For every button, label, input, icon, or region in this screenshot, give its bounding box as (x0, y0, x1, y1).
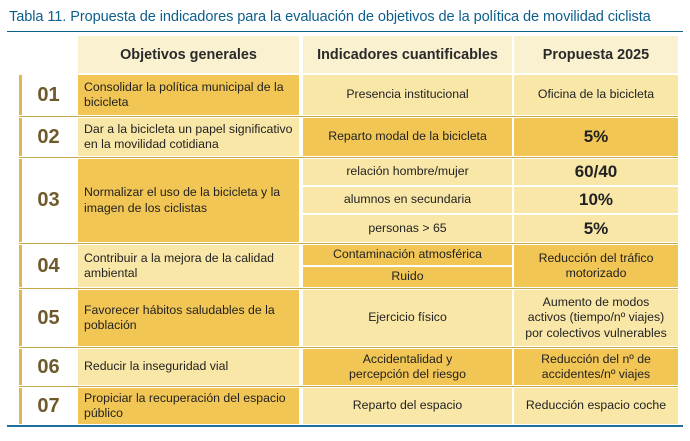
indicator-cell: Contaminación atmosférica (303, 245, 512, 265)
indicator-cell: alumnos en secundaria (303, 187, 512, 213)
indicator-cell: Ejercicio físico (303, 290, 512, 346)
indicator-cell: Presencia institucional (303, 75, 512, 115)
objective-cell: Dar a la bicicleta un papel significativo en la movilidad cotidiana (78, 118, 299, 156)
objective-cell: Favorecer hábitos saludables de la población (78, 290, 299, 346)
table-title: Tabla 11. Propuesta de indicadores para la evaluación de objetivos de la política de movilidad ciclista (9, 9, 651, 25)
row-divider (19, 288, 678, 289)
proposal-cell: Reducción del tráfico motorizado (514, 245, 678, 287)
indicator-cell: relación hombre/mujer (303, 159, 512, 185)
title-rule (7, 31, 683, 32)
row-number: 06 (19, 349, 75, 385)
proposal-cell: 60/40 (514, 159, 678, 185)
row-number: 04 (19, 245, 75, 287)
indicator-cell: Ruido (303, 267, 512, 287)
indicator-cell: Accidentalidad y percepción del riesgo (303, 349, 512, 385)
proposal-cell: 10% (514, 187, 678, 213)
proposal-cell: 5% (514, 215, 678, 242)
row-number: 01 (19, 75, 75, 115)
header-indicadores: Indicadores cuantificables (303, 36, 512, 73)
proposal-cell: Oficina de la bicicleta (514, 75, 678, 115)
proposal-cell: Reducción del nº de accidentes/nº viajes (514, 349, 678, 385)
objective-cell: Normalizar el uso de la bicicleta y la imagen de los ciclistas (78, 159, 299, 242)
row-divider (19, 157, 678, 158)
objective-cell: Reducir la inseguridad vial (78, 349, 299, 385)
proposal-cell: 5% (514, 118, 678, 156)
objective-cell: Propiciar la recuperación del espacio público (78, 388, 299, 424)
header-propuesta: Propuesta 2025 (514, 36, 678, 73)
bottom-rule (7, 425, 683, 427)
indicator-cell: personas > 65 (303, 215, 512, 242)
row-divider (19, 116, 678, 117)
row-divider (19, 386, 678, 387)
row-divider (19, 347, 678, 348)
indicator-cell: Reparto del espacio (303, 388, 512, 424)
row-number: 03 (19, 159, 75, 242)
header-objetivos: Objetivos generales (78, 36, 299, 73)
row-number: 02 (19, 118, 75, 156)
objective-cell: Contribuir a la mejora de la calidad ambiental (78, 245, 299, 287)
proposal-cell: Reducción espacio coche (514, 388, 678, 424)
objective-cell: Consolidar la política municipal de la bicicleta (78, 75, 299, 115)
row-number: 07 (19, 388, 75, 424)
indicator-cell: Reparto modal de la bicicleta (303, 118, 512, 156)
row-divider (19, 243, 678, 244)
row-number: 05 (19, 290, 75, 346)
proposal-cell: Aumento de modos activos (tiempo/nº viajes) por colectivos vulnerables (514, 290, 678, 346)
